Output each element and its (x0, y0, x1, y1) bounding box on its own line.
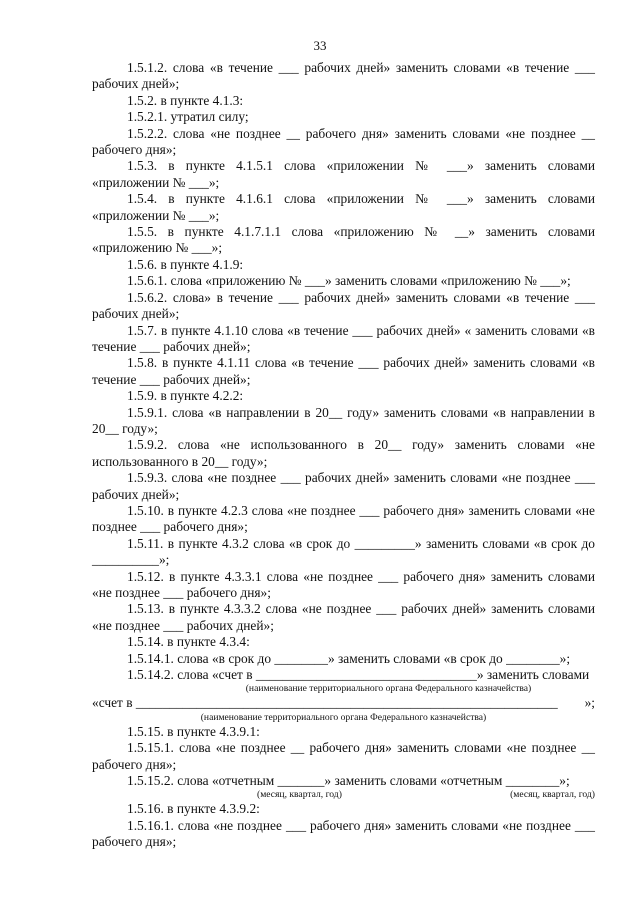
paragraph: 1.5.3. в пункте 4.1.5.1 слова «приложении № ___» заменить словами «приложении № ___»; (92, 158, 595, 190)
schet-line (92, 695, 595, 711)
paragraph: 1.5.9. в пункте 4.2.2: (127, 388, 244, 404)
paragraph: 1.5.9.1. слова «в направлении в 20__ году» заменить словами «в направлении в 20__ году»; (92, 404, 595, 436)
field-caption: (месяц, квартал, год) (510, 789, 595, 801)
field-caption: (месяц, квартал, год) (257, 789, 342, 801)
schet-line-text: «счет в _______________________________________________________________ (92, 695, 558, 711)
paragraph: 1.5.15.2. слова «отчетным _______» заменить словами «отчетным ________»; (127, 773, 570, 789)
paragraph: 1.5.9.2. слова «не использованного в 20__ году» заменить словами «не использованного в 20__ году»; (92, 437, 595, 469)
paragraph: 1.5.14. в пункте 4.3.4: (127, 634, 250, 650)
paragraph: 1.5.6.1. слова «приложению № ___» заменить словами «приложению № ___»; (127, 273, 571, 289)
paragraph: 1.5.2.1. утратил силу; (127, 109, 249, 125)
paragraph: 1.5.8. в пункте 4.1.11 слова «в течение ___ рабочих дней» заменить словами «в течение ___ рабочих дней»; (92, 355, 595, 387)
paragraph: 1.5.14.1. слова «в срок до ________» заменить словами «в срок до ________»; (127, 650, 571, 666)
paragraph: 1.5.2.2. слова «не позднее __ рабочего дня» заменить словами «не позднее __ рабочего дня»; (92, 125, 595, 158)
paragraph: 1.5.11. в пункте 4.3.2 слова «в срок до _________» заменить словами «в срок до __________»; (92, 535, 595, 568)
paragraph: 1.5.1.2. слова «в течение ___ рабочих дней» заменить словами «в течение ___ рабочих дней»; (92, 60, 595, 92)
schet-line-end: »; (584, 695, 595, 711)
field-caption: (наименование территориального органа Федерального казначейства) (245, 683, 532, 695)
field-caption: (наименование территориального органа Федерального казначейства) (200, 711, 487, 723)
page-number: 33 (313, 38, 327, 53)
paragraph: 1.5.6. в пункте 4.1.9: (127, 256, 244, 272)
paragraph: 1.5.9.3. слова «не позднее ___ рабочих дней» заменить словами «не позднее ___ рабочих дней»; (92, 470, 595, 502)
paragraph: 1.5.15.1. слова «не позднее __ рабочего дня» заменить словами «не позднее __ рабочего дня»; (92, 740, 595, 772)
paragraph: 1.5.14.2. слова «счет в _________________________________» заменить словами (127, 667, 590, 683)
document-body (92, 60, 595, 851)
paragraph: 1.5.13. в пункте 4.3.3.2 слова «не позднее ___ рабочих дней» заменить словами «не позднее ___ рабочих дней»; (92, 601, 595, 633)
field-caption-row (92, 789, 595, 801)
paragraph: 1.5.2. в пункте 4.1.3: (127, 92, 244, 108)
paragraph: 1.5.6.2. слова» в течение ___ рабочих дней» заменить словами «в течение ___ рабочих дней»; (92, 289, 595, 322)
paragraph: 1.5.7. в пункте 4.1.10 слова «в течение ___ рабочих дней» « заменить словами «в течение ___ рабочих дней»; (92, 322, 595, 354)
paragraph: 1.5.10. в пункте 4.2.3 слова «не позднее ___ рабочего дня» заменить словами «не позднее ___ рабочего дня»; (92, 502, 595, 535)
paragraph: 1.5.12. в пункте 4.3.3.1 слова «не позднее ___ рабочего дня» заменить словами «не позднее ___ рабочего дня»; (92, 568, 595, 600)
paragraph: 1.5.15. в пункте 4.3.9.1: (127, 723, 260, 739)
paragraph: 1.5.16.1. слова «не позднее ___ рабочего дня» заменить словами «не позднее ___ рабочего дня»; (92, 817, 595, 850)
paragraph: 1.5.4. в пункте 4.1.6.1 слова «приложении № ___» заменить словами «приложении № ___»; (92, 191, 595, 223)
paragraph: 1.5.16. в пункте 4.3.9.2: (127, 801, 260, 817)
paragraph: 1.5.5. в пункте 4.1.7.1.1 слова «приложению № __» заменить словами «приложению № ___»; (92, 224, 595, 256)
